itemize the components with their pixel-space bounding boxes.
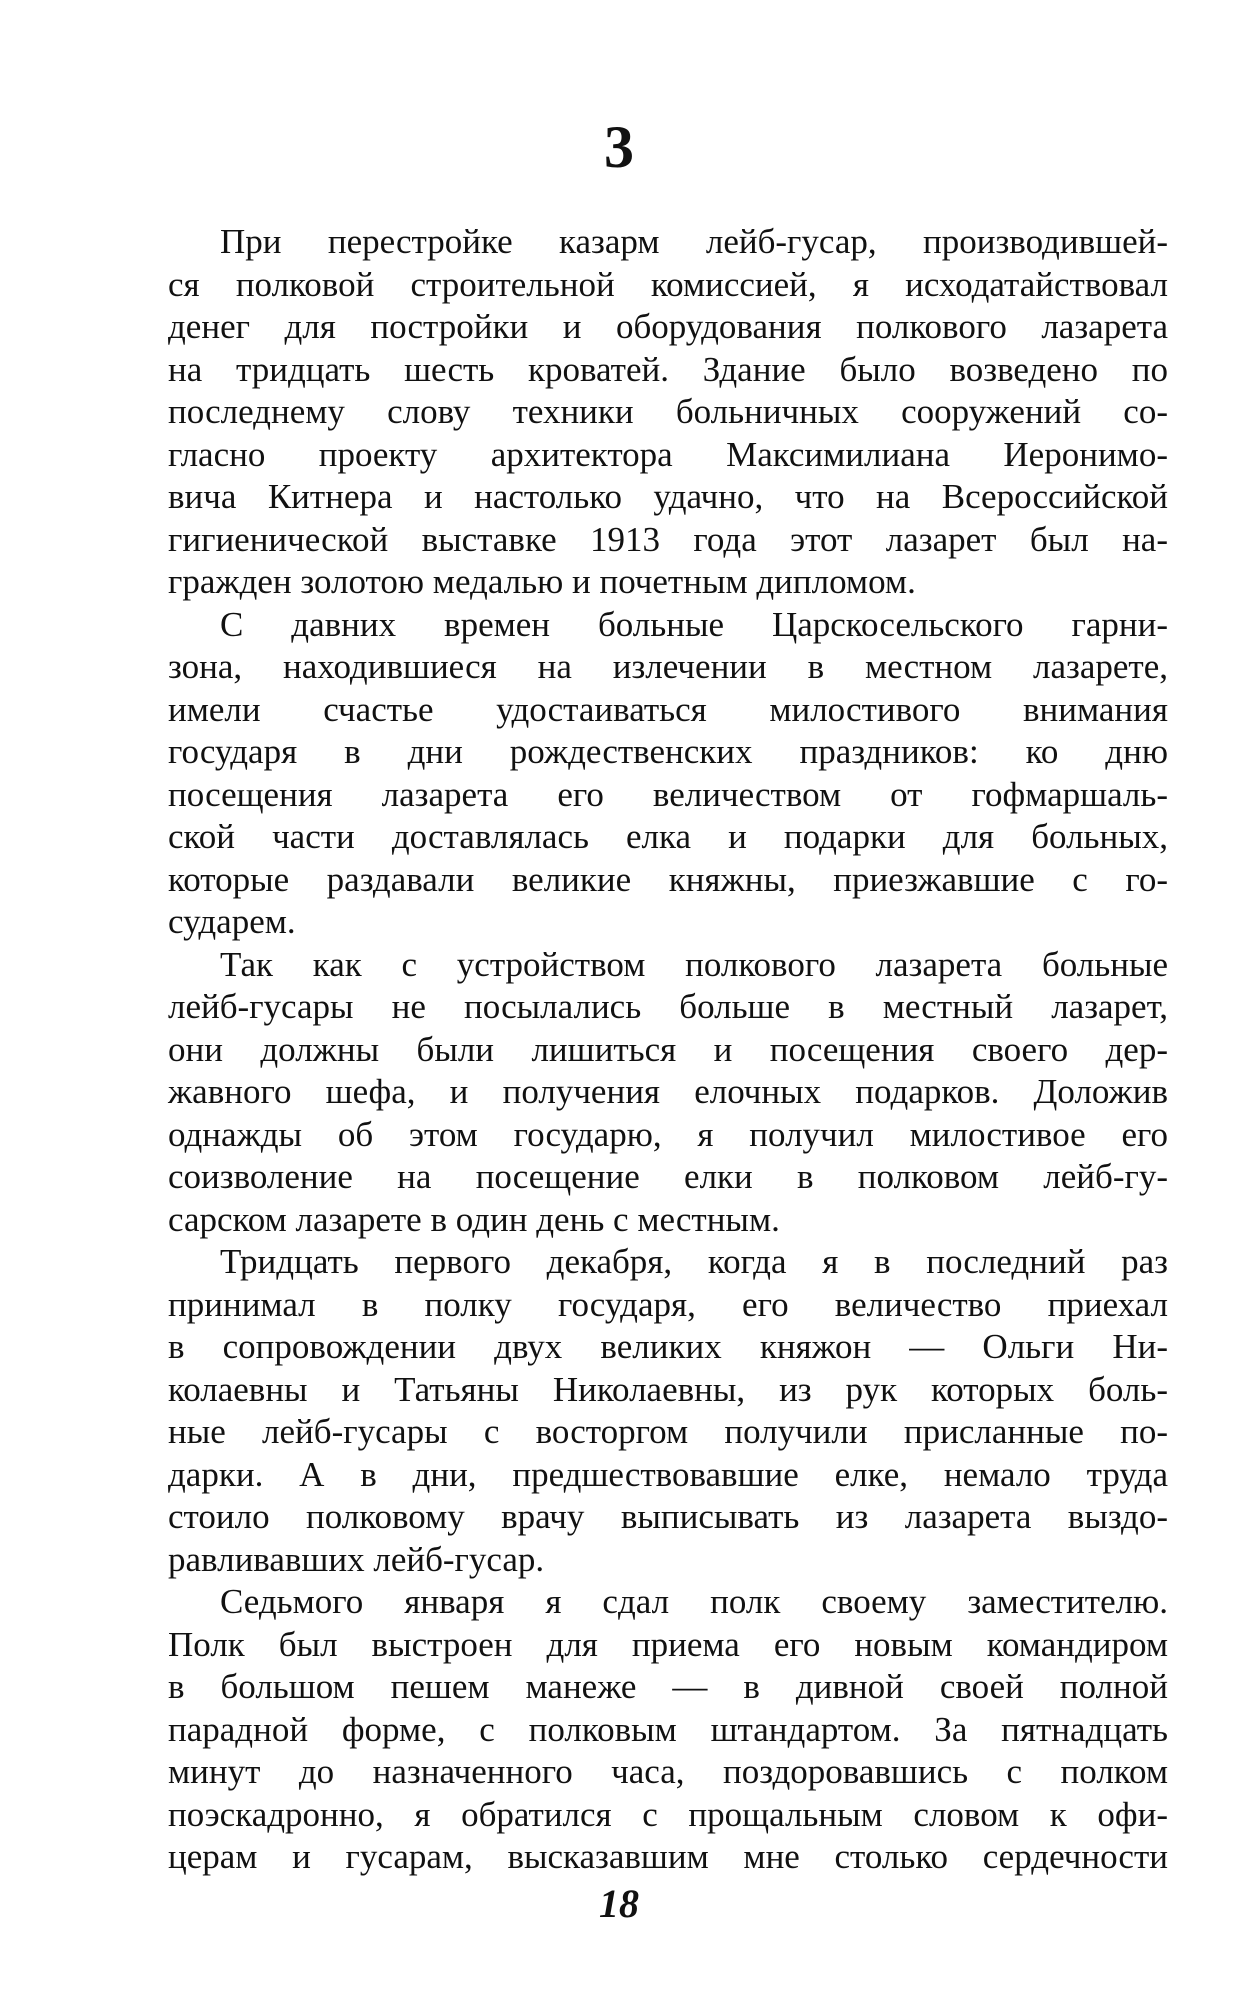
text-line: имели счастье удостаиваться милостивого внимания bbox=[168, 689, 1168, 729]
text-line: гласно проекту архитектора Максимилиана Иеронимо- bbox=[168, 434, 1168, 474]
paragraph bbox=[168, 1581, 1168, 1879]
text-line: принимал в полку государя, его величество приехал bbox=[168, 1284, 1168, 1324]
body-text bbox=[168, 221, 1168, 1879]
text-line: посещения лазарета его величеством от гофмаршаль- bbox=[168, 774, 1168, 814]
page-number: 18 bbox=[599, 1881, 639, 1926]
text-line: колаевны и Татьяны Николаевны, из рук которых боль- bbox=[168, 1369, 1168, 1409]
chapter-number: 3 bbox=[604, 114, 634, 180]
text-line: ской части доставлялась елка и подарки для больных, bbox=[168, 817, 1168, 856]
text-line: денег для постройки и оборудования полкового лазарета bbox=[168, 307, 1168, 346]
text-line: минут до назначенного часа, поздоровавшись с полком bbox=[168, 1752, 1168, 1791]
paragraph bbox=[168, 1241, 1168, 1581]
text-line: в сопровождении двух великих княжон — Ольги Ни- bbox=[168, 1327, 1168, 1366]
text-line: церам и гусарам, высказавшим мне столько сердечности bbox=[168, 1837, 1168, 1876]
text-line: лейб-гусары не посылались больше в местный лазарет, bbox=[168, 987, 1168, 1026]
text-line: гражден золотою медалью и почетным дипломом. bbox=[168, 562, 916, 601]
text-line: они должны были лишиться и посещения своего дер- bbox=[168, 1029, 1168, 1069]
text-line: стоило полковому врачу выписывать из лазарета выздо- bbox=[168, 1497, 1168, 1536]
text-line: дарки. А в дни, предшествовавшие елке, немало труда bbox=[168, 1454, 1168, 1494]
text-line: равливавших лейб-гусар. bbox=[168, 1539, 545, 1579]
paragraph bbox=[168, 944, 1168, 1242]
text-line: сарском лазарете в один день с местным. bbox=[168, 1199, 780, 1239]
text-line: жавного шефа, и получения елочных подарков. Доложив bbox=[168, 1072, 1168, 1111]
text-line: государя в дни рождественских праздников: ко дню bbox=[168, 732, 1168, 771]
paragraph bbox=[168, 604, 1168, 944]
text-line: сударем. bbox=[168, 902, 296, 941]
text-line: ся полковой строительной комиссией, я исходатайствовал bbox=[168, 264, 1168, 304]
text-line: Седьмого января я сдал полк своему заместителю. bbox=[220, 1582, 1168, 1621]
text-line: однажды об этом государю, я получил милостивое его bbox=[168, 1114, 1168, 1154]
text-line: С давних времен больные Царскосельского гарни- bbox=[220, 604, 1168, 644]
text-line: гигиенической выставке 1913 года этот лазарет был на- bbox=[168, 519, 1168, 559]
text-line: вича Китнера и настолько удачно, что на Всероссийской bbox=[168, 477, 1168, 516]
text-line: Так как с устройством полкового лазарета больные bbox=[220, 944, 1168, 984]
text-line: ные лейб-гусары с восторгом получили присланные по- bbox=[168, 1412, 1168, 1451]
text-line: парадной форме, с полковым штандартом. За пятнадцать bbox=[168, 1709, 1168, 1749]
text-line: на тридцать шесть кроватей. Здание было возведено по bbox=[168, 349, 1168, 389]
text-line: соизволение на посещение елки в полковом лейб-гу- bbox=[168, 1157, 1168, 1196]
text-line: зона, находившиеся на излечении в местном лазарете, bbox=[168, 647, 1168, 686]
text-line: которые раздавали великие княжны, приезжавшие с го- bbox=[168, 859, 1168, 899]
text-line: При перестройке казарм лейб-гусар, производившей- bbox=[220, 222, 1168, 261]
text-line: в большом пешем манеже — в дивной своей полной bbox=[168, 1667, 1168, 1706]
text-line: последнему слову техники больничных сооружений со- bbox=[168, 392, 1168, 431]
text-line: Полк был выстроен для приема его новым командиром bbox=[168, 1624, 1168, 1664]
text-line: Тридцать первого декабря, когда я в последний раз bbox=[220, 1242, 1168, 1281]
paragraph bbox=[168, 221, 1168, 604]
text-line: поэскадронно, я обратился с прощальным словом к офи- bbox=[168, 1794, 1168, 1834]
